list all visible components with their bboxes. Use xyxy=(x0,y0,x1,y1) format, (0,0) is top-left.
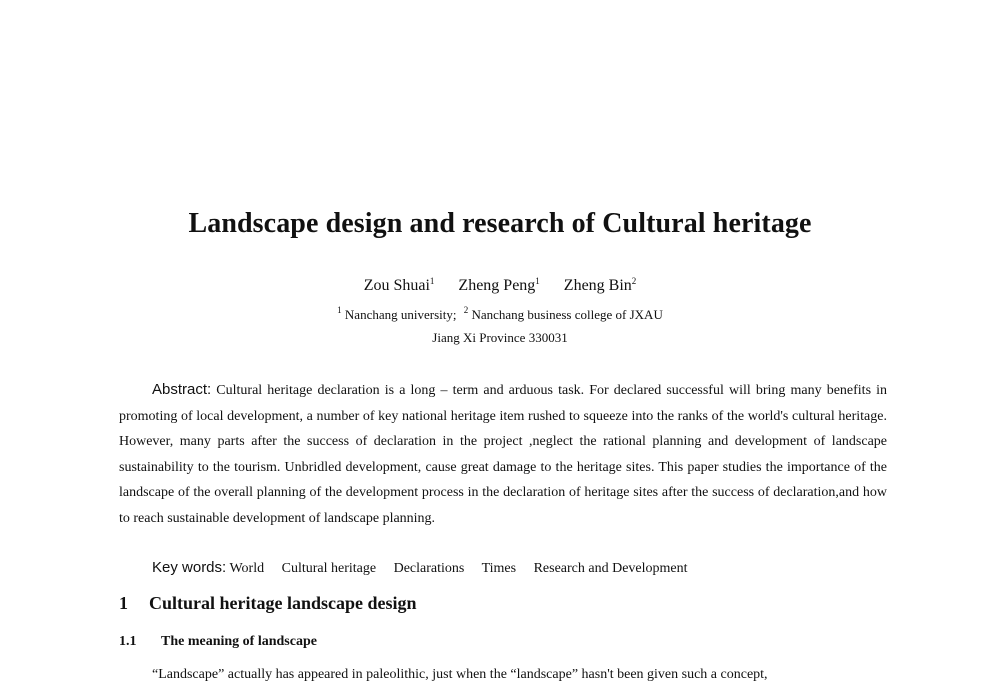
keyword: Declarations xyxy=(393,561,465,576)
section-number: 1 xyxy=(119,593,128,613)
keyword: Cultural heritage xyxy=(281,561,377,576)
author: Zou Shuai$^1$ xyxy=(363,276,435,294)
affiliation: Nanchang university; xyxy=(344,307,457,322)
subsection-number: 1.1 xyxy=(119,634,137,649)
affiliation: Nanchang business college of JXAU xyxy=(471,307,663,322)
abstract-text: Cultural heritage declaration is a long – term and arduous task. For declared successful will bring many benefits in promoting of local development, a number of key national heritage item rushed to squeeze into the ranks of the world's cultural heritage. However, many parts after the success of declaration in the project ,neglect the rational planning and development of landscape sustainability to the tourism. Unbridled development, cause great damage to the heritage sites. This paper studies the importance of the landscape of the overall planning of the development process in the declaration of heritage sites after the success of declaration,and how to reach sustainable development of landscape planning. xyxy=(119,383,888,526)
keywords-label: Key words: xyxy=(152,559,227,576)
author: Zheng Bin$^2$ xyxy=(563,276,637,294)
subsection-title: The meaning of landscape xyxy=(161,634,317,649)
abstract xyxy=(119,377,887,531)
body-paragraph: “Landscape” actually has appeared in paleolithic, just when the “landscape” hasn't been given such a concept, xyxy=(152,667,768,682)
section-title: Cultural heritage landscape design xyxy=(149,593,417,613)
author: Zheng Peng$^1$ xyxy=(458,276,540,294)
abstract-label: Abstract: xyxy=(152,381,212,398)
keywords xyxy=(152,555,892,581)
paper-title: Landscape design and research of Cultural heritage xyxy=(188,208,812,239)
affiliations: $^1$ Nanchang university; $^2$ Nanchang business college of JXAU xyxy=(337,305,663,322)
keyword: Research and Development xyxy=(533,561,688,576)
subsection-heading xyxy=(119,634,879,650)
keyword: World xyxy=(229,561,265,576)
keyword: Times xyxy=(481,561,517,576)
author-list xyxy=(0,276,1000,295)
address: Jiang Xi Province 330031 xyxy=(432,330,568,345)
section-heading xyxy=(119,593,879,614)
